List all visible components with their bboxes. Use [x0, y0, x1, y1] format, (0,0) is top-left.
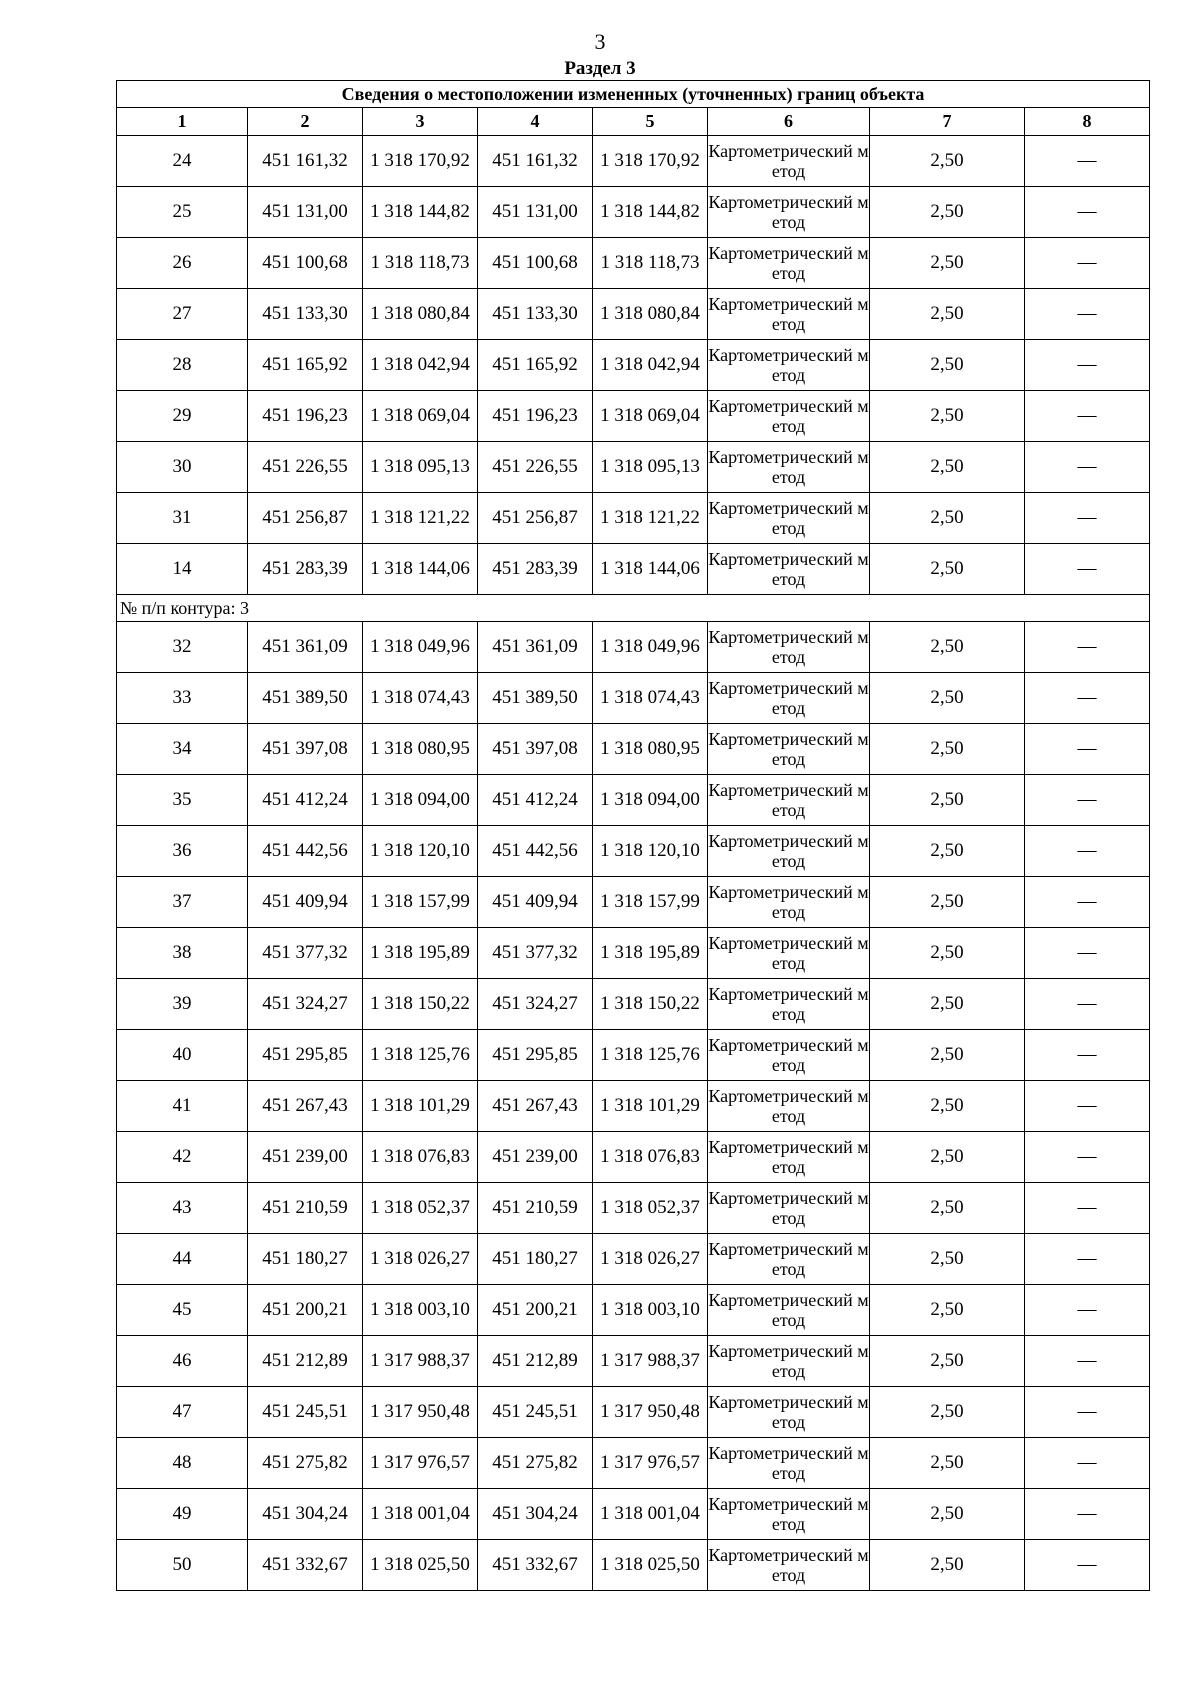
- cell-point-number: 33: [117, 673, 248, 724]
- table-row: [117, 1540, 1150, 1591]
- table-title: Сведения о местоположении измененных (уточненных) границ объекта: [117, 81, 1150, 108]
- cell-x-new: 451 165,92: [478, 340, 593, 391]
- table-row: [117, 928, 1150, 979]
- cell-method: Картометрический метод: [708, 544, 870, 595]
- cell-dash: —: [1025, 1030, 1150, 1081]
- cell-dash: —: [1025, 187, 1150, 238]
- cell-y-old: 1 318 095,13: [363, 442, 478, 493]
- cell-y-new: 1 318 052,37: [593, 1183, 708, 1234]
- table-row: [117, 979, 1150, 1030]
- cell-x-new: 451 200,21: [478, 1285, 593, 1336]
- cell-dash: —: [1025, 877, 1150, 928]
- cell-accuracy: 2,50: [870, 1081, 1025, 1132]
- cell-accuracy: 2,50: [870, 775, 1025, 826]
- table-row: [117, 340, 1150, 391]
- cell-method: Картометрический метод: [708, 1438, 870, 1489]
- table-row: [117, 238, 1150, 289]
- cell-x-new: 451 361,09: [478, 622, 593, 673]
- table-row: [117, 622, 1150, 673]
- cell-y-old: 1 318 080,84: [363, 289, 478, 340]
- section-title: Раздел 3: [564, 58, 636, 79]
- cell-x-old: 451 200,21: [248, 1285, 363, 1336]
- cell-dash: —: [1025, 1183, 1150, 1234]
- contour-row: [117, 595, 1150, 622]
- cell-y-new: 1 318 101,29: [593, 1081, 708, 1132]
- cell-accuracy: 2,50: [870, 340, 1025, 391]
- cell-x-new: 451 245,51: [478, 1387, 593, 1438]
- cell-point-number: 40: [117, 1030, 248, 1081]
- table-row: [117, 1132, 1150, 1183]
- cell-x-new: 451 304,24: [478, 1489, 593, 1540]
- column-number-row: [117, 108, 1150, 136]
- cell-point-number: 32: [117, 622, 248, 673]
- cell-dash: —: [1025, 391, 1150, 442]
- cell-method: Картометрический метод: [708, 136, 870, 187]
- cell-y-old: 1 318 118,73: [363, 238, 478, 289]
- table-row: [117, 1285, 1150, 1336]
- cell-y-new: 1 318 025,50: [593, 1540, 708, 1591]
- cell-dash: —: [1025, 1285, 1150, 1336]
- cell-method: Картометрический метод: [708, 493, 870, 544]
- cell-accuracy: 2,50: [870, 289, 1025, 340]
- cell-method: Картометрический метод: [708, 1081, 870, 1132]
- column-number: 1: [117, 108, 248, 136]
- cell-point-number: 49: [117, 1489, 248, 1540]
- cell-y-new: 1 318 074,43: [593, 673, 708, 724]
- column-number: 5: [593, 108, 708, 136]
- cell-method: Картометрический метод: [708, 340, 870, 391]
- cell-dash: —: [1025, 622, 1150, 673]
- column-number: 8: [1025, 108, 1150, 136]
- cell-point-number: 50: [117, 1540, 248, 1591]
- cell-y-old: 1 318 052,37: [363, 1183, 478, 1234]
- cell-accuracy: 2,50: [870, 724, 1025, 775]
- cell-x-old: 451 210,59: [248, 1183, 363, 1234]
- cell-x-new: 451 283,39: [478, 544, 593, 595]
- cell-x-old: 451 133,30: [248, 289, 363, 340]
- cell-point-number: 31: [117, 493, 248, 544]
- cell-accuracy: 2,50: [870, 136, 1025, 187]
- cell-accuracy: 2,50: [870, 877, 1025, 928]
- cell-x-old: 451 196,23: [248, 391, 363, 442]
- table-body-group-2: [117, 622, 1150, 1591]
- cell-method: Картометрический метод: [708, 1387, 870, 1438]
- cell-y-old: 1 318 003,10: [363, 1285, 478, 1336]
- cell-y-new: 1 318 118,73: [593, 238, 708, 289]
- cell-dash: —: [1025, 136, 1150, 187]
- table-row: [117, 289, 1150, 340]
- cell-x-new: 451 275,82: [478, 1438, 593, 1489]
- cell-x-old: 451 226,55: [248, 442, 363, 493]
- cell-point-number: 48: [117, 1438, 248, 1489]
- cell-y-old: 1 318 170,92: [363, 136, 478, 187]
- cell-method: Картометрический метод: [708, 1285, 870, 1336]
- cell-y-old: 1 318 144,06: [363, 544, 478, 595]
- cell-point-number: 26: [117, 238, 248, 289]
- cell-x-old: 451 332,67: [248, 1540, 363, 1591]
- cell-y-old: 1 318 080,95: [363, 724, 478, 775]
- cell-x-old: 451 442,56: [248, 826, 363, 877]
- cell-accuracy: 2,50: [870, 1183, 1025, 1234]
- cell-dash: —: [1025, 442, 1150, 493]
- cell-y-new: 1 318 003,10: [593, 1285, 708, 1336]
- cell-y-new: 1 318 121,22: [593, 493, 708, 544]
- cell-point-number: 34: [117, 724, 248, 775]
- cell-y-old: 1 317 988,37: [363, 1336, 478, 1387]
- cell-y-new: 1 318 094,00: [593, 775, 708, 826]
- cell-x-old: 451 283,39: [248, 544, 363, 595]
- cell-y-old: 1 318 049,96: [363, 622, 478, 673]
- cell-x-old: 451 161,32: [248, 136, 363, 187]
- cell-method: Картометрический метод: [708, 877, 870, 928]
- cell-point-number: 45: [117, 1285, 248, 1336]
- cell-x-old: 451 212,89: [248, 1336, 363, 1387]
- cell-dash: —: [1025, 724, 1150, 775]
- cell-accuracy: 2,50: [870, 1336, 1025, 1387]
- table-row: [117, 826, 1150, 877]
- cell-dash: —: [1025, 1234, 1150, 1285]
- cell-y-new: 1 317 950,48: [593, 1387, 708, 1438]
- cell-accuracy: 2,50: [870, 1285, 1025, 1336]
- cell-x-new: 451 442,56: [478, 826, 593, 877]
- cell-x-old: 451 275,82: [248, 1438, 363, 1489]
- cell-point-number: 43: [117, 1183, 248, 1234]
- table-row: [117, 391, 1150, 442]
- cell-y-new: 1 318 144,06: [593, 544, 708, 595]
- cell-y-old: 1 318 001,04: [363, 1489, 478, 1540]
- cell-method: Картометрический метод: [708, 391, 870, 442]
- table-row: [117, 1183, 1150, 1234]
- cell-accuracy: 2,50: [870, 442, 1025, 493]
- table-row: [117, 724, 1150, 775]
- cell-y-old: 1 318 094,00: [363, 775, 478, 826]
- cell-x-old: 451 397,08: [248, 724, 363, 775]
- cell-dash: —: [1025, 775, 1150, 826]
- table-row: [117, 1387, 1150, 1438]
- cell-y-new: 1 318 150,22: [593, 979, 708, 1030]
- column-number: 7: [870, 108, 1025, 136]
- cell-point-number: 44: [117, 1234, 248, 1285]
- cell-x-old: 451 361,09: [248, 622, 363, 673]
- cell-x-old: 451 131,00: [248, 187, 363, 238]
- cell-y-new: 1 318 076,83: [593, 1132, 708, 1183]
- cell-x-new: 451 161,32: [478, 136, 593, 187]
- cell-method: Картометрический метод: [708, 187, 870, 238]
- column-number: 3: [363, 108, 478, 136]
- cell-y-old: 1 318 121,22: [363, 493, 478, 544]
- cell-point-number: 36: [117, 826, 248, 877]
- cell-dash: —: [1025, 238, 1150, 289]
- cell-y-new: 1 317 988,37: [593, 1336, 708, 1387]
- cell-dash: —: [1025, 1438, 1150, 1489]
- cell-x-new: 451 332,67: [478, 1540, 593, 1591]
- cell-y-old: 1 318 144,82: [363, 187, 478, 238]
- cell-method: Картометрический метод: [708, 979, 870, 1030]
- cell-y-new: 1 318 125,76: [593, 1030, 708, 1081]
- cell-accuracy: 2,50: [870, 1132, 1025, 1183]
- cell-y-old: 1 318 101,29: [363, 1081, 478, 1132]
- cell-method: Картометрический метод: [708, 928, 870, 979]
- cell-point-number: 30: [117, 442, 248, 493]
- cell-method: Картометрический метод: [708, 289, 870, 340]
- cell-method: Картометрический метод: [708, 238, 870, 289]
- cell-accuracy: 2,50: [870, 544, 1025, 595]
- cell-accuracy: 2,50: [870, 1540, 1025, 1591]
- table-row: [117, 493, 1150, 544]
- cell-point-number: 28: [117, 340, 248, 391]
- cell-point-number: 37: [117, 877, 248, 928]
- cell-y-new: 1 318 001,04: [593, 1489, 708, 1540]
- cell-accuracy: 2,50: [870, 493, 1025, 544]
- cell-point-number: 39: [117, 979, 248, 1030]
- cell-dash: —: [1025, 928, 1150, 979]
- column-number: 4: [478, 108, 593, 136]
- cell-y-new: 1 318 170,92: [593, 136, 708, 187]
- cell-dash: —: [1025, 289, 1150, 340]
- cell-method: Картометрический метод: [708, 442, 870, 493]
- cell-point-number: 42: [117, 1132, 248, 1183]
- cell-x-new: 451 210,59: [478, 1183, 593, 1234]
- cell-accuracy: 2,50: [870, 979, 1025, 1030]
- cell-y-new: 1 318 049,96: [593, 622, 708, 673]
- cell-y-old: 1 318 042,94: [363, 340, 478, 391]
- cell-dash: —: [1025, 340, 1150, 391]
- cell-dash: —: [1025, 1540, 1150, 1591]
- cell-x-old: 451 245,51: [248, 1387, 363, 1438]
- cell-accuracy: 2,50: [870, 238, 1025, 289]
- cell-x-old: 451 180,27: [248, 1234, 363, 1285]
- cell-y-new: 1 318 026,27: [593, 1234, 708, 1285]
- cell-y-new: 1 318 144,82: [593, 187, 708, 238]
- cell-dash: —: [1025, 1132, 1150, 1183]
- cell-y-old: 1 318 125,76: [363, 1030, 478, 1081]
- table-row: [117, 673, 1150, 724]
- cell-point-number: 41: [117, 1081, 248, 1132]
- cell-y-new: 1 317 976,57: [593, 1438, 708, 1489]
- cell-point-number: 46: [117, 1336, 248, 1387]
- table-row: [117, 775, 1150, 826]
- cell-x-old: 451 100,68: [248, 238, 363, 289]
- cell-dash: —: [1025, 1081, 1150, 1132]
- cell-point-number: 35: [117, 775, 248, 826]
- cell-x-new: 451 239,00: [478, 1132, 593, 1183]
- cell-accuracy: 2,50: [870, 187, 1025, 238]
- cell-dash: —: [1025, 493, 1150, 544]
- cell-y-old: 1 318 074,43: [363, 673, 478, 724]
- table-row: [117, 136, 1150, 187]
- cell-y-old: 1 318 069,04: [363, 391, 478, 442]
- table-row: [117, 1234, 1150, 1285]
- cell-x-new: 451 389,50: [478, 673, 593, 724]
- cell-x-new: 451 131,00: [478, 187, 593, 238]
- cell-x-new: 451 397,08: [478, 724, 593, 775]
- cell-method: Картометрический метод: [708, 1540, 870, 1591]
- cell-accuracy: 2,50: [870, 673, 1025, 724]
- cell-dash: —: [1025, 544, 1150, 595]
- table-row: [117, 877, 1150, 928]
- cell-x-old: 451 324,27: [248, 979, 363, 1030]
- cell-x-old: 451 304,24: [248, 1489, 363, 1540]
- cell-x-new: 451 180,27: [478, 1234, 593, 1285]
- cell-dash: —: [1025, 673, 1150, 724]
- cell-y-new: 1 318 080,84: [593, 289, 708, 340]
- cell-y-old: 1 318 026,27: [363, 1234, 478, 1285]
- cell-method: Картометрический метод: [708, 826, 870, 877]
- table-row: [117, 1081, 1150, 1132]
- page-number: 3: [594, 29, 606, 54]
- cell-accuracy: 2,50: [870, 928, 1025, 979]
- cell-method: Картометрический метод: [708, 1234, 870, 1285]
- cell-method: Картометрический метод: [708, 622, 870, 673]
- cell-dash: —: [1025, 1489, 1150, 1540]
- cell-y-old: 1 318 120,10: [363, 826, 478, 877]
- cell-y-new: 1 318 095,13: [593, 442, 708, 493]
- cell-method: Картометрический метод: [708, 1030, 870, 1081]
- cell-y-old: 1 318 076,83: [363, 1132, 478, 1183]
- cell-x-new: 451 267,43: [478, 1081, 593, 1132]
- cell-point-number: 29: [117, 391, 248, 442]
- cell-x-old: 451 389,50: [248, 673, 363, 724]
- table-row: [117, 1438, 1150, 1489]
- contour-label: № п/п контура: 3: [117, 595, 1150, 622]
- coordinates-table: [116, 80, 1150, 1591]
- cell-x-new: 451 226,55: [478, 442, 593, 493]
- cell-x-new: 451 196,23: [478, 391, 593, 442]
- cell-y-old: 1 318 157,99: [363, 877, 478, 928]
- table-row: [117, 544, 1150, 595]
- cell-y-new: 1 318 157,99: [593, 877, 708, 928]
- cell-y-new: 1 318 080,95: [593, 724, 708, 775]
- cell-method: Картометрический метод: [708, 724, 870, 775]
- cell-x-new: 451 100,68: [478, 238, 593, 289]
- cell-x-new: 451 409,94: [478, 877, 593, 928]
- cell-dash: —: [1025, 1387, 1150, 1438]
- cell-x-old: 451 295,85: [248, 1030, 363, 1081]
- cell-accuracy: 2,50: [870, 1489, 1025, 1540]
- cell-y-old: 1 318 195,89: [363, 928, 478, 979]
- column-number: 6: [708, 108, 870, 136]
- cell-dash: —: [1025, 1336, 1150, 1387]
- cell-method: Картометрический метод: [708, 1183, 870, 1234]
- cell-accuracy: 2,50: [870, 1387, 1025, 1438]
- cell-y-new: 1 318 195,89: [593, 928, 708, 979]
- cell-x-old: 451 267,43: [248, 1081, 363, 1132]
- cell-x-new: 451 256,87: [478, 493, 593, 544]
- cell-point-number: 14: [117, 544, 248, 595]
- table-row: [117, 1030, 1150, 1081]
- cell-y-new: 1 318 120,10: [593, 826, 708, 877]
- cell-x-new: 451 377,32: [478, 928, 593, 979]
- cell-method: Картометрический метод: [708, 673, 870, 724]
- cell-x-old: 451 409,94: [248, 877, 363, 928]
- cell-x-new: 451 412,24: [478, 775, 593, 826]
- cell-y-new: 1 318 069,04: [593, 391, 708, 442]
- cell-y-old: 1 318 150,22: [363, 979, 478, 1030]
- cell-method: Картометрический метод: [708, 1336, 870, 1387]
- cell-y-old: 1 317 950,48: [363, 1387, 478, 1438]
- cell-accuracy: 2,50: [870, 826, 1025, 877]
- cell-method: Картометрический метод: [708, 1489, 870, 1540]
- cell-point-number: 47: [117, 1387, 248, 1438]
- cell-y-old: 1 318 025,50: [363, 1540, 478, 1591]
- cell-x-new: 451 212,89: [478, 1336, 593, 1387]
- table-row: [117, 187, 1150, 238]
- column-number: 2: [248, 108, 363, 136]
- cell-method: Картометрический метод: [708, 775, 870, 826]
- table-row: [117, 1336, 1150, 1387]
- cell-x-old: 451 412,24: [248, 775, 363, 826]
- table-body-group-1: [117, 136, 1150, 595]
- cell-x-new: 451 295,85: [478, 1030, 593, 1081]
- cell-point-number: 38: [117, 928, 248, 979]
- cell-accuracy: 2,50: [870, 1234, 1025, 1285]
- table-row: [117, 442, 1150, 493]
- cell-point-number: 25: [117, 187, 248, 238]
- cell-y-old: 1 317 976,57: [363, 1438, 478, 1489]
- table-row: [117, 1489, 1150, 1540]
- cell-accuracy: 2,50: [870, 1438, 1025, 1489]
- cell-x-old: 451 256,87: [248, 493, 363, 544]
- cell-accuracy: 2,50: [870, 622, 1025, 673]
- cell-method: Картометрический метод: [708, 1132, 870, 1183]
- cell-x-new: 451 324,27: [478, 979, 593, 1030]
- cell-x-new: 451 133,30: [478, 289, 593, 340]
- cell-y-new: 1 318 042,94: [593, 340, 708, 391]
- cell-dash: —: [1025, 979, 1150, 1030]
- cell-x-old: 451 165,92: [248, 340, 363, 391]
- cell-x-old: 451 239,00: [248, 1132, 363, 1183]
- cell-point-number: 24: [117, 136, 248, 187]
- cell-accuracy: 2,50: [870, 1030, 1025, 1081]
- cell-point-number: 27: [117, 289, 248, 340]
- cell-dash: —: [1025, 826, 1150, 877]
- cell-accuracy: 2,50: [870, 391, 1025, 442]
- cell-x-old: 451 377,32: [248, 928, 363, 979]
